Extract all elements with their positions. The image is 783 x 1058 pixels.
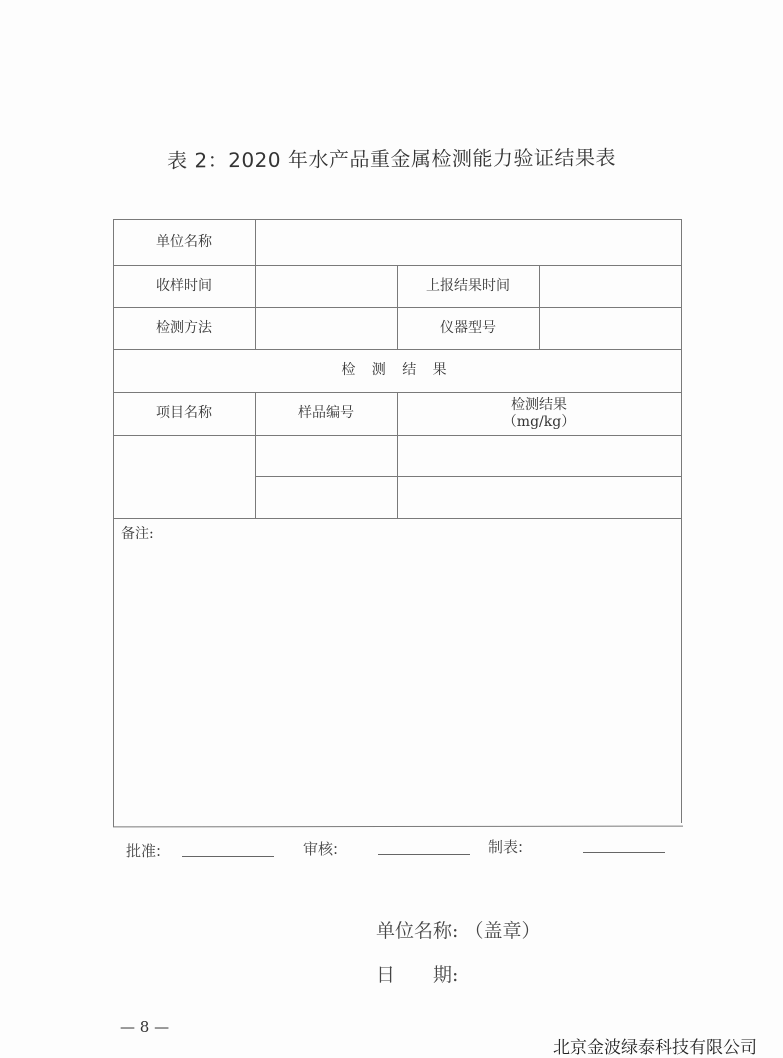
results-section-header: 检 测 结 果 — [341, 362, 453, 378]
approve-signature-line[interactable] — [182, 856, 274, 857]
approve-label: 批准: — [126, 842, 162, 860]
report-time-field[interactable] — [539, 265, 681, 307]
result-field-2[interactable] — [397, 476, 681, 518]
item-name-field[interactable] — [113, 435, 255, 518]
remarks-field[interactable] — [114, 542, 680, 824]
row-divider — [113, 518, 681, 519]
company-watermark: 北京金波绿泰科技有限公司 — [553, 1038, 757, 1058]
report-time-label: 上报结果时间 — [426, 277, 510, 294]
table-border-right — [681, 219, 682, 823]
instrument-label: 仪器型号 — [440, 319, 496, 336]
method-label: 检测方法 — [156, 319, 212, 336]
document-title: 表 2：2020 年水产品重金属检测能力验证结果表 — [167, 145, 617, 173]
review-signature-line[interactable] — [378, 854, 470, 855]
method-field[interactable] — [255, 307, 397, 349]
table-border-bottom — [113, 826, 683, 828]
review-label: 审核: — [303, 840, 339, 858]
result-field-1[interactable] — [397, 435, 681, 476]
sample-no-field-2[interactable] — [255, 476, 397, 518]
sample-time-label: 收样时间 — [156, 277, 212, 294]
result-header-unit: （mg/kg） — [502, 413, 576, 430]
prepare-label: 制表: — [488, 838, 524, 856]
page-number: — 8 — — [120, 1018, 170, 1036]
unit-name-field[interactable] — [255, 219, 681, 265]
column-header-item: 项目名称 — [156, 405, 212, 421]
remarks-label: 备注: — [121, 526, 154, 542]
column-header-sample-no: 样品编号 — [298, 405, 354, 421]
sample-time-field[interactable] — [255, 265, 397, 307]
instrument-field[interactable] — [539, 307, 681, 349]
unit-name-label: 单位名称 — [156, 233, 212, 250]
date-label: 日 期: — [376, 964, 459, 986]
result-header-label: 检测结果 — [511, 396, 567, 413]
unit-stamp-label: 单位名称: （盖章） — [376, 920, 541, 942]
column-header-result — [397, 392, 681, 435]
sample-no-field-1[interactable] — [255, 435, 397, 476]
prepare-signature-line[interactable] — [583, 852, 665, 853]
